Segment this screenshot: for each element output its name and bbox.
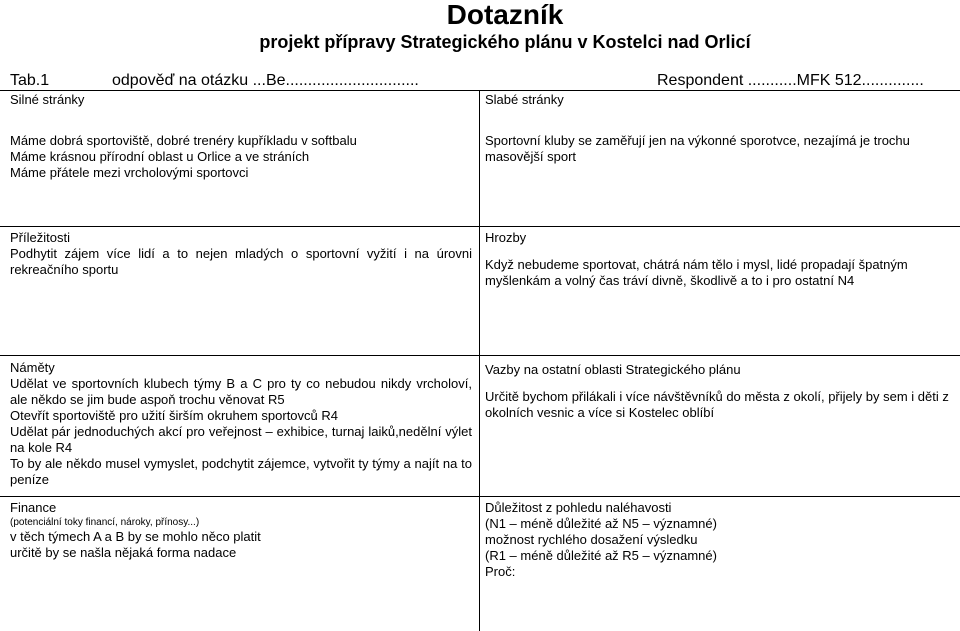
ideas-item: Otevřít sportoviště pro užití širším okruhem sportovců R4 [10, 408, 338, 423]
row-divider-3 [0, 496, 960, 497]
importance-line: Proč: [485, 564, 516, 579]
ideas-item: Udělat pár jednoduchých akcí pro veřejnost – exhibice, turnaj laiků,nedělní výlet na kole R4 [10, 424, 472, 455]
importance-line: (R1 – méně důležité až R5 – významné) [485, 548, 717, 563]
table-center-divider [479, 90, 480, 631]
ideas-cell [10, 360, 472, 488]
strengths-heading: Silné stránky [10, 92, 85, 107]
importance-cell [485, 500, 953, 580]
weaknesses-heading: Slabé stránky [485, 92, 564, 107]
finance-note: (potenciální toky financí, nároky, přínosy...) [10, 517, 200, 528]
respondent-field: Respondent ...........MFK 512.............. [657, 72, 924, 89]
row-divider-1 [0, 226, 960, 227]
question-answer-field: odpověď na otázku ...Be.............................. [112, 72, 419, 89]
table-top-border [0, 90, 960, 91]
importance-heading: Důležitost z pohledu naléhavosti [485, 500, 672, 515]
importance-line: (N1 – méně důležité až N5 – významné) [485, 516, 717, 531]
opportunities-cell [10, 230, 472, 278]
finance-cell [10, 500, 472, 561]
strengths-cell [10, 92, 472, 181]
ideas-heading: Náměty [10, 360, 55, 375]
strengths-line: Máme dobrá sportoviště, dobré trenéry kupříkladu v softbalu [10, 133, 357, 148]
opportunities-heading: Příležitosti [10, 230, 70, 245]
row-divider-2 [0, 355, 960, 356]
threats-text: Když nebudeme sportovat, chátrá nám tělo i mysl, lidé propadají špatným myšlenkám a volný čas tráví divně, škodlivě a to i pro ostatní N4 [485, 257, 908, 288]
document-title: Dotazník [446, 0, 564, 30]
importance-line: možnost rychlého dosažení výsledku [485, 532, 698, 547]
ideas-item: To by ale někdo musel vymyslet, podchytit zájemce, vytvořit ty týmy a najít na to peníze [10, 456, 472, 487]
weaknesses-cell [485, 92, 953, 165]
threats-cell [485, 230, 953, 289]
links-text: Určitě bychom přilákali i více návštěvníků do města z okolí, přijely by sem i děti z okolních vesnic a více si Kostelec oblíbí [485, 389, 949, 420]
ideas-item: Udělat ve sportovních klubech týmy B a C pro ty co nebudou nikdy vrcholoví, ale někdo se jim bude aspoň trochu věnovat R5 [10, 376, 472, 407]
document-subtitle: projekt přípravy Strategického plánu v Kostelci nad Orlicí [259, 32, 751, 52]
finance-line: určitě by se našla nějaká forma nadace [10, 545, 237, 560]
strengths-line: Máme přátele mezi vrcholovými sportovci [10, 165, 249, 180]
strengths-line: Máme krásnou přírodní oblast u Orlice a ve stráních [10, 149, 310, 164]
links-cell [485, 362, 953, 421]
table-number: Tab.1 [10, 72, 50, 89]
finance-line: v těch týmech A a B by se mohlo něco platit [10, 529, 261, 544]
finance-heading: Finance [10, 500, 57, 515]
threats-heading: Hrozby [485, 230, 527, 245]
weaknesses-text: Sportovní kluby se zaměřují jen na výkonné sporotvce, nezajímá je trochu masovější sport [485, 133, 910, 164]
opportunities-text: Podhytit zájem více lidí a to nejen mladých o sportovní vyžití i na úrovni rekreačního sportu [10, 246, 472, 277]
links-heading: Vazby na ostatní oblasti Strategického plánu [485, 362, 741, 377]
